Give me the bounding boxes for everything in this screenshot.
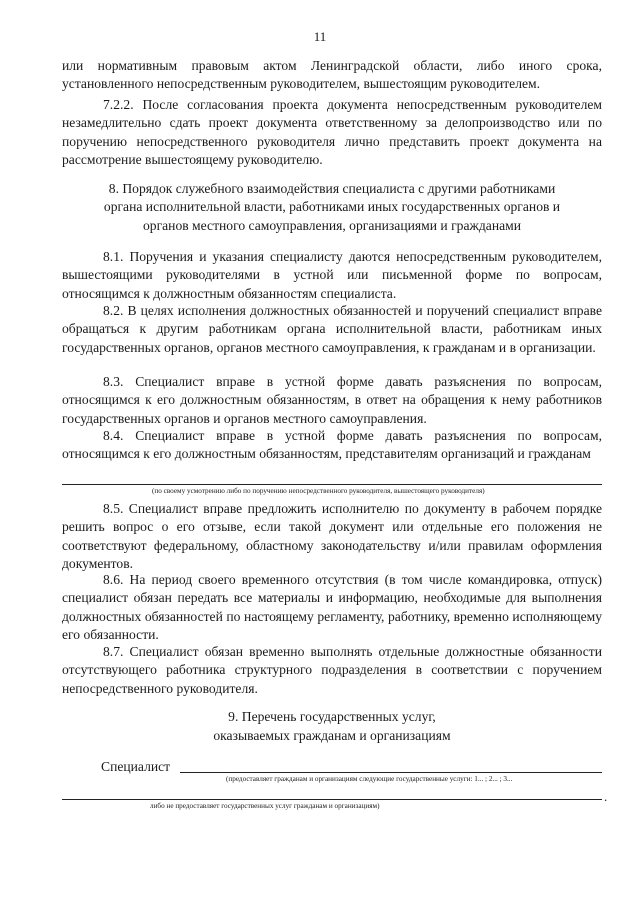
paragraph-7-2-2: 7.2.2. После согласования проекта документа непосредственным руководителем незамедлительно сдать проект документа ответственному за делопроизводство или по поручению непосредственного руководителя лично представить проект документа на рассмотрение вышестоящему руководителю.: [62, 97, 602, 168]
fill-in-line-services: [180, 772, 602, 773]
fill-in-line-services-2: [62, 799, 602, 800]
note-services-provided: (предоставляет гражданам и организациям следующие государственные услуги: 1... ; 2... ; 3...: [226, 775, 513, 783]
paragraph-8-7: 8.7. Специалист обязан временно выполнять отдельные должностные обязанности отсутствующего работника структурного подразделения в соответствии с поручением непосредственного руководителя.: [62, 644, 602, 696]
note-8-4: (по своему усмотрению либо по поручению непосредственного руководителя, вышестоящего руководителя): [152, 487, 485, 495]
section-8-heading: 8. Порядок служебного взаимодействия специалиста с другими работниками органа исполнительной власти, работниками иных государственных органов и органов местного самоуправления, организациями и гражданами: [103, 181, 561, 233]
paragraph-8-1: 8.1. Поручения и указания специалисту даются непосредственным руководителем, вышестоящими руководителями в устной или письменной форме по вопросам, относящимся к должностным обязанностям специалиста.: [62, 249, 602, 301]
paragraph-8-5: 8.5. Специалист вправе предложить исполнителю по документу в рабочем порядке решить вопрос о его отзыве, если такой документ или отдельные его положения не соответствуют федеральному, областному законодательству и/или правилам оформления документов.: [62, 501, 602, 572]
note-services-not-provided: либо не предоставляет государственных услуг гражданам и организациям): [150, 802, 380, 810]
specialist-label: Специалист: [101, 759, 171, 774]
paragraph-continuation: или нормативным правовым актом Ленинградской области, либо иного срока, установленного непосредственным руководителем, вышестоящим руководителем.: [62, 58, 602, 92]
paragraph-8-6: 8.6. На период своего временного отсутствия (в том числе командировка, отпуск) специалист обязан передать все материалы и информацию, необходимые для выполнения должностных обязанностей по настоящему регламенту, работнику, временно исполняющему его обязанности.: [62, 572, 602, 643]
line-end-dot: .: [604, 789, 608, 804]
paragraph-8-3: 8.3. Специалист вправе в устной форме давать разъяснения по вопросам, относящимся к его должностным обязанностям, в ответ на обращения к нему работников государственных органов и органов местного самоуправления.: [62, 374, 602, 426]
paragraph-8-4: 8.4. Специалист вправе в устной форме давать разъяснения по вопросам, относящимся к его должностным обязанностям, представителям организаций и гражданам: [62, 428, 602, 462]
page-number: 11: [313, 29, 327, 44]
paragraph-8-2: 8.2. В целях исполнения должностных обязанностей и поручений специалист вправе обращаться к другим работникам органа исполнительной власти, работникам иных государственных органов, органов местного самоуправления, к гражданам и в организации.: [62, 303, 602, 355]
fill-in-line-8-4: [62, 484, 602, 485]
section-9-heading-line-2: оказываемых гражданам и организациям: [213, 728, 451, 743]
section-9-heading-line-1: 9. Перечень государственных услуг,: [228, 709, 436, 724]
